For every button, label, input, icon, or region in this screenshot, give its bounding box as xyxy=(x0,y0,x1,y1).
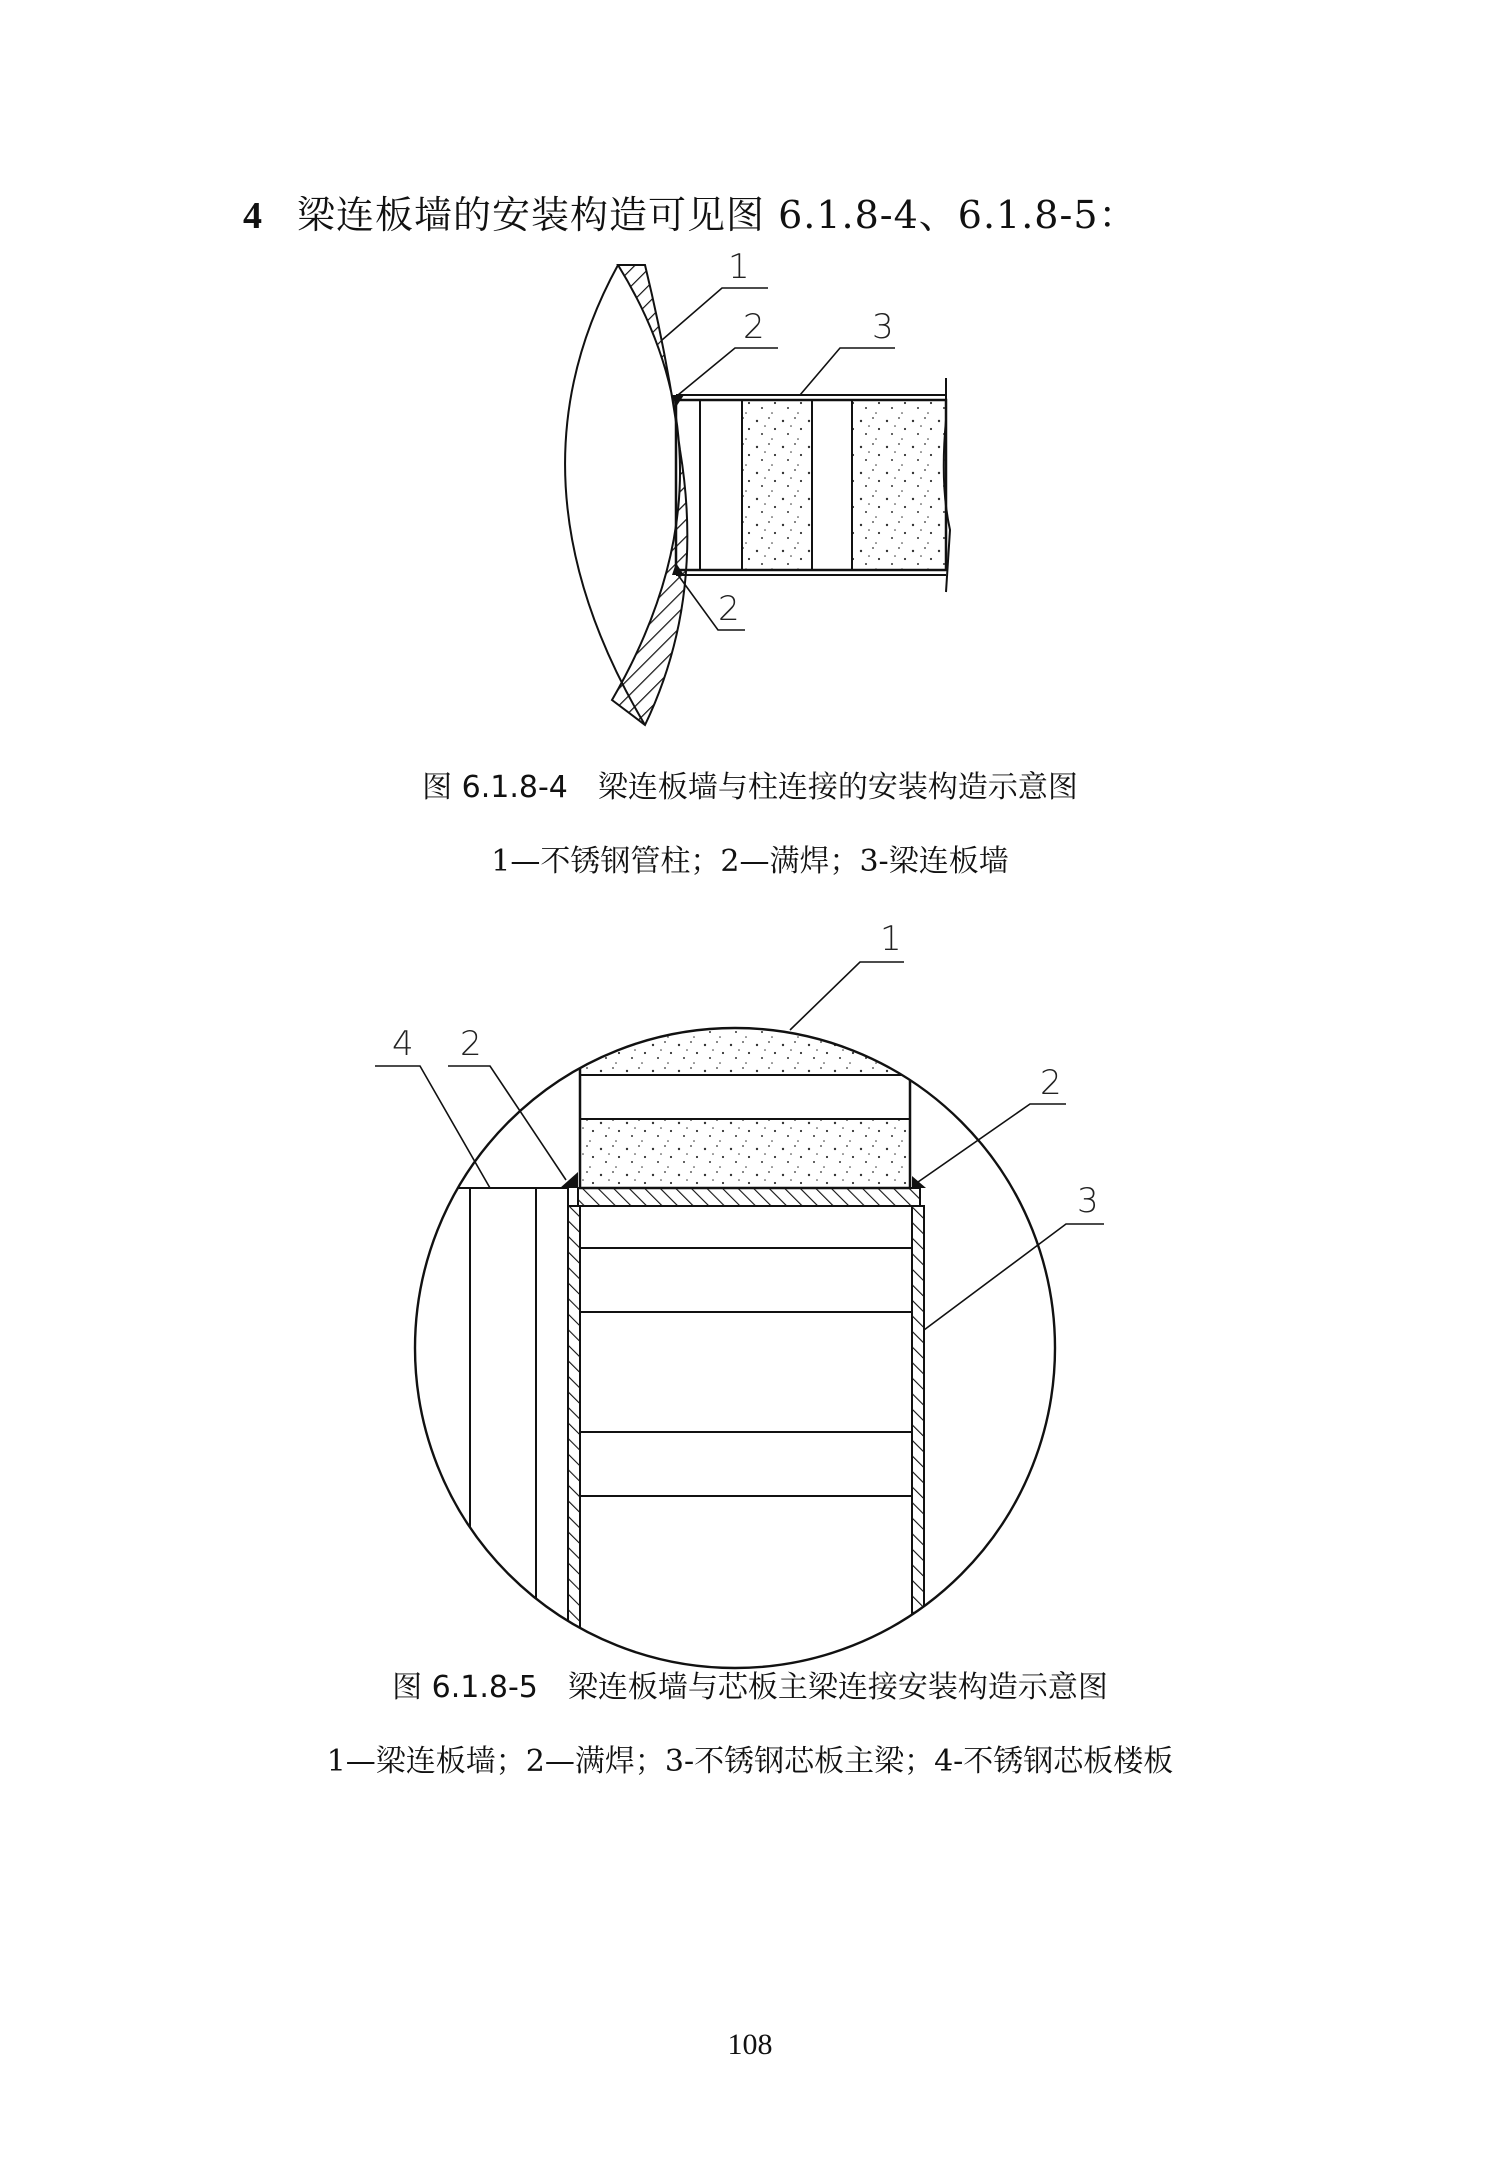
section-number: 4 xyxy=(243,195,263,237)
hatched-plate xyxy=(578,1188,920,1206)
fig1-label-2-top: 2 xyxy=(743,307,765,347)
fig1-label-2-bottom: 2 xyxy=(718,589,740,629)
figure1-caption: 图 6.1.8-4 梁连板墙与柱连接的安装构造示意图 xyxy=(422,770,1078,805)
page-number: 108 xyxy=(727,2028,773,2061)
fig1-label-3: 3 xyxy=(872,307,894,347)
fig2-label-1: 1 xyxy=(880,919,902,959)
floor-panel xyxy=(400,1188,568,1688)
fig2-label-2-left: 2 xyxy=(460,1024,482,1064)
fig2-label-2-right: 2 xyxy=(1040,1063,1062,1103)
figure1-legend: 1—不锈钢管柱；2—满焊；3-梁连板墙 xyxy=(491,844,1009,879)
section-text: 梁连板墙的安装构造可见图 6.1.8-4、6.1.8-5： xyxy=(297,193,1138,237)
fig2-label-3: 3 xyxy=(1077,1181,1099,1221)
fig2-label-4: 4 xyxy=(392,1024,414,1064)
figure2-legend: 1—梁连板墙；2—满焊；3-不锈钢芯板主梁；4-不锈钢芯板楼板 xyxy=(326,1744,1174,1779)
fig1-label-1: 1 xyxy=(728,247,750,287)
figure2-caption: 图 6.1.8-5 梁连板墙与芯板主梁连接安装构造示意图 xyxy=(392,1670,1108,1705)
